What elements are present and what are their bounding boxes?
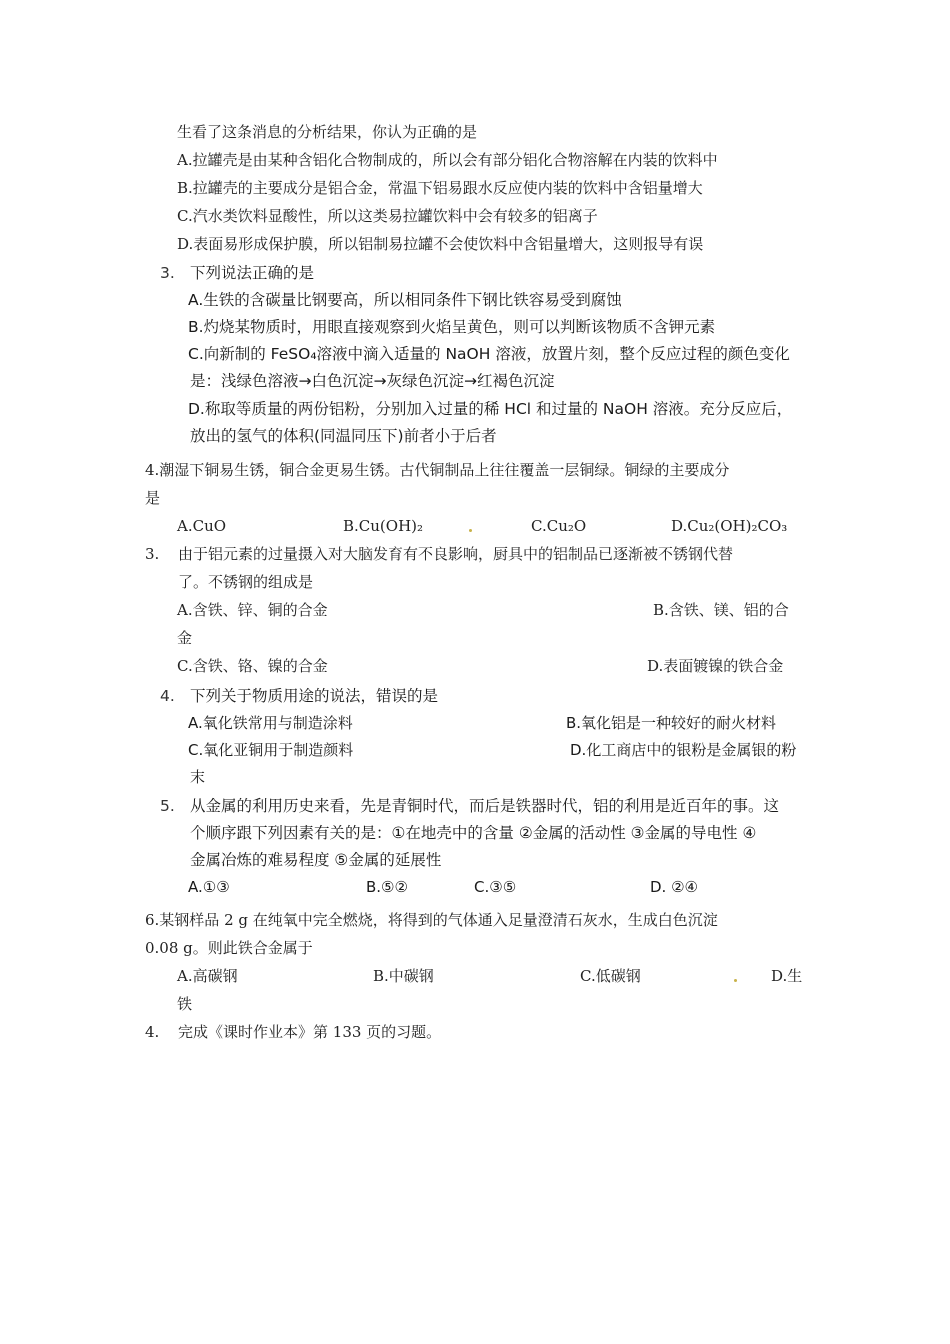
stray-dot (734, 979, 737, 982)
option-b: B.拉罐壳的主要成分是铝合金，常温下铝易跟水反应使内装的饮料中含铝量增大 (177, 179, 703, 197)
option-c-continued: 是：浅绿色溶液→白色沉淀→灰绿色沉淀→红褐色沉淀 (190, 372, 555, 390)
option-b: B.Cu(OH)₂ (343, 517, 424, 535)
question-stem-continued: 个顺序跟下列因素有关的是：①在地壳中的含量 ②金属的活动性 ③金属的导电性 ④ (190, 824, 757, 842)
question-stem: 4.潮湿下铜易生锈，铜合金更易生锈。古代铜制品上往往覆盖一层铜绿。铜绿的主要成分 (145, 461, 730, 479)
option-a: A.CuO (177, 517, 227, 535)
option-d: D.称取等质量的两份铝粉，分别加入过量的稀 HCl 和过量的 NaOH 溶液。充分反应后， (188, 400, 793, 418)
option-c: C.向新制的 FeSO₄溶液中滴入适量的 NaOH 溶液，放置片刻，整个反应过程的颜色变化 (188, 345, 790, 363)
option-d: D. ②④ (650, 878, 698, 896)
question-stem: 下列说法正确的是 (190, 264, 315, 282)
question-stem-continued: 0.08 g。则此铁合金属于 (145, 939, 313, 957)
option-a: A.①③ (188, 878, 230, 896)
option-b: B.含铁、镁、铝的合 (653, 601, 789, 619)
option-c: C.氧化亚铜用于制造颜料 (188, 741, 354, 759)
option-a: A.拉罐壳是由某种含铝化合物制成的，所以会有部分铝化合物溶解在内装的饮料中 (177, 151, 718, 169)
option-a: A.含铁、锌、铜的合金 (177, 601, 328, 619)
question-stem-continued: 是 (145, 489, 161, 507)
question-stem: 由于铝元素的过量摄入对大脑发育有不良影响，厨具中的铝制品已逐渐被不锈钢代替 (178, 545, 734, 563)
question-number: 3. (160, 264, 175, 282)
option-c: C.Cu₂O (531, 517, 587, 535)
option-d-continued: 铁 (177, 995, 193, 1013)
question-number: 4. (145, 1023, 160, 1041)
question-number: 5. (160, 797, 175, 815)
option-b-continued: 金 (177, 629, 193, 647)
question-stem-continued: 金属冶炼的难易程度 ⑤金属的延展性 (190, 851, 442, 869)
question-stem: 从金属的利用历史来看，先是青铜时代，而后是铁器时代，铝的利用是近百年的事。这 (190, 797, 780, 815)
option-c: C.含铁、铬、镍的合金 (177, 657, 328, 675)
option-d: D.表面镀镍的铁合金 (647, 657, 784, 675)
passage-line: 生看了这条消息的分析结果，你认为正确的是 (177, 123, 478, 141)
option-a: A.氧化铁常用与制造涂料 (188, 714, 353, 732)
option-b: B.中碳钢 (373, 967, 434, 985)
option-b: B.氧化铝是一种较好的耐火材料 (566, 714, 777, 732)
option-c: C.③⑤ (474, 878, 517, 896)
option-c: C.汽水类饮料显酸性，所以这类易拉罐饮料中会有较多的铝离子 (177, 207, 598, 225)
homework-instruction: 完成《课时作业本》第 133 页的习题。 (178, 1023, 442, 1041)
question-stem: 6.某钢样品 2 g 在纯氧中完全燃烧，将得到的气体通入足量澄清石灰水，生成白色沉淀 (145, 911, 718, 929)
option-d: D.生 (771, 967, 803, 985)
question-stem: 下列关于物质用途的说法，错误的是 (190, 687, 439, 705)
option-d-continued: 放出的氢气的体积(同温同压下)前者小于后者 (190, 427, 497, 445)
option-b: B.灼烧某物质时，用眼直接观察到火焰呈黄色，则可以判断该物质不含钾元素 (188, 318, 716, 336)
option-d-continued: 末 (190, 768, 206, 786)
question-number: 4. (160, 687, 175, 705)
option-d: D.Cu₂(OH)₂CO₃ (671, 517, 788, 535)
option-d: D.化工商店中的银粉是金属银的粉 (570, 741, 797, 759)
option-c: C.低碳钢 (580, 967, 641, 985)
option-d: D.表面易形成保护膜，所以铝制易拉罐不会使饮料中含铝量增大，这则报导有误 (177, 235, 704, 253)
option-a: A.高碳钢 (177, 967, 238, 985)
question-number: 3. (145, 545, 160, 563)
stray-dot (469, 529, 472, 532)
option-b: B.⑤② (366, 878, 408, 896)
question-stem-continued: 了。不锈钢的组成是 (178, 573, 314, 591)
option-a: A.生铁的含碳量比钢要高，所以相同条件下钢比铁容易受到腐蚀 (188, 291, 622, 309)
